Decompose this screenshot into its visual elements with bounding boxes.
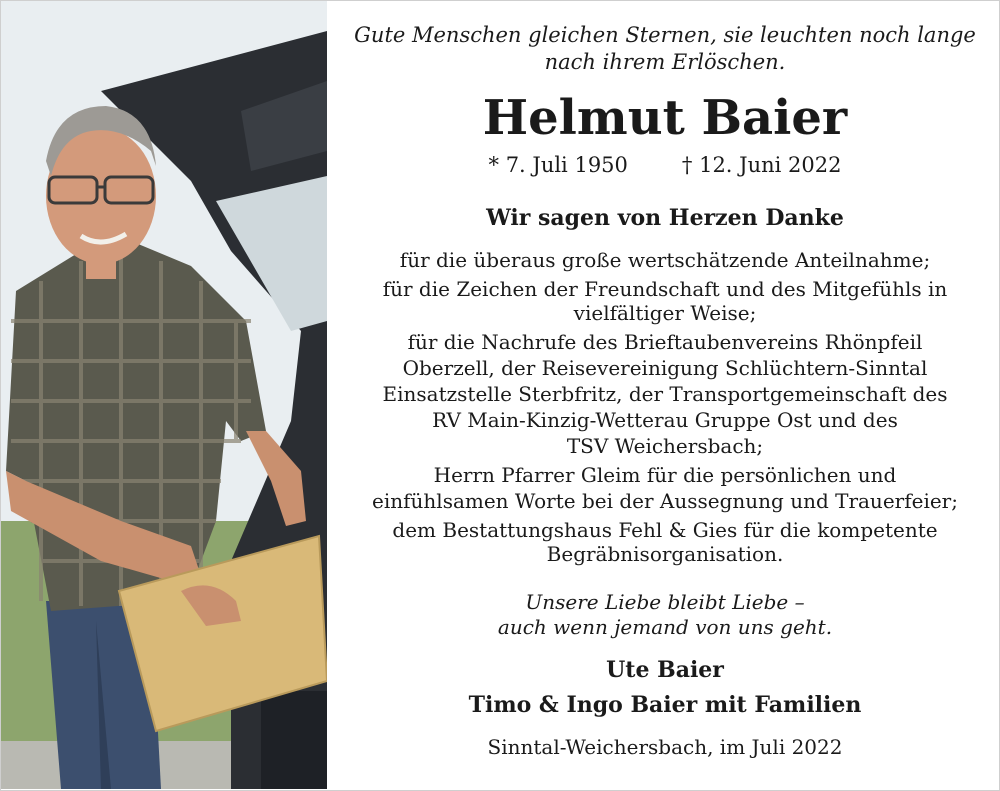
thanks-line: TSV Weichersbach;	[566, 434, 764, 458]
portrait-photo	[1, 1, 327, 789]
life-dates	[330, 152, 1000, 178]
signature-line: Ute Baier	[606, 657, 724, 683]
motto-line: nach ihrem Erlöschen.	[544, 50, 786, 74]
deceased-name: Helmut Baier	[482, 90, 848, 146]
thanks-line: für die Nachrufe des Brieftaubenvereins Rhönpfeil	[407, 330, 923, 354]
birth-date: * 7. Juli 1950	[488, 153, 628, 177]
thanks-line: dem Bestattungshaus Fehl & Gies für die kompetente	[392, 518, 938, 542]
thanks-line: Oberzell, der Reisevereinigung Schlüchtern-Sinntal	[402, 356, 928, 380]
death-date: † 12. Juni 2022	[681, 153, 842, 177]
thanks-line: einfühlsamen Worte bei der Aussegnung und Trauerfeier;	[372, 489, 958, 513]
thanks-line: für die überaus große wertschätzende Anteilnahme;	[399, 248, 931, 272]
obituary-text	[330, 0, 1000, 789]
thanks-line: Herrn Pfarrer Gleim für die persönlichen und	[433, 463, 897, 487]
motto-line: Gute Menschen gleichen Sternen, sie leuchten noch lange	[354, 23, 976, 47]
thanks-line: Begräbnisorganisation.	[546, 542, 784, 566]
thanks-line: vielfältiger Weise;	[573, 301, 757, 325]
place-date: Sinntal-Weichersbach, im Juli 2022	[487, 735, 843, 759]
thanks-line: Einsatzstelle Sterbfritz, der Transportgemeinschaft des	[382, 382, 948, 406]
thanks-heading: Wir sagen von Herzen Danke	[486, 205, 844, 231]
thanks-line: für die Zeichen der Freundschaft und des Mitgefühls in	[382, 277, 948, 301]
closing-line: Unsere Liebe bleibt Liebe –	[525, 590, 805, 614]
signature-line: Timo & Ingo Baier mit Familien	[468, 692, 862, 718]
closing-line: auch wenn jemand von uns geht.	[497, 615, 833, 639]
thanks-line: RV Main-Kinzig-Wetterau Gruppe Ost und des	[432, 408, 898, 432]
